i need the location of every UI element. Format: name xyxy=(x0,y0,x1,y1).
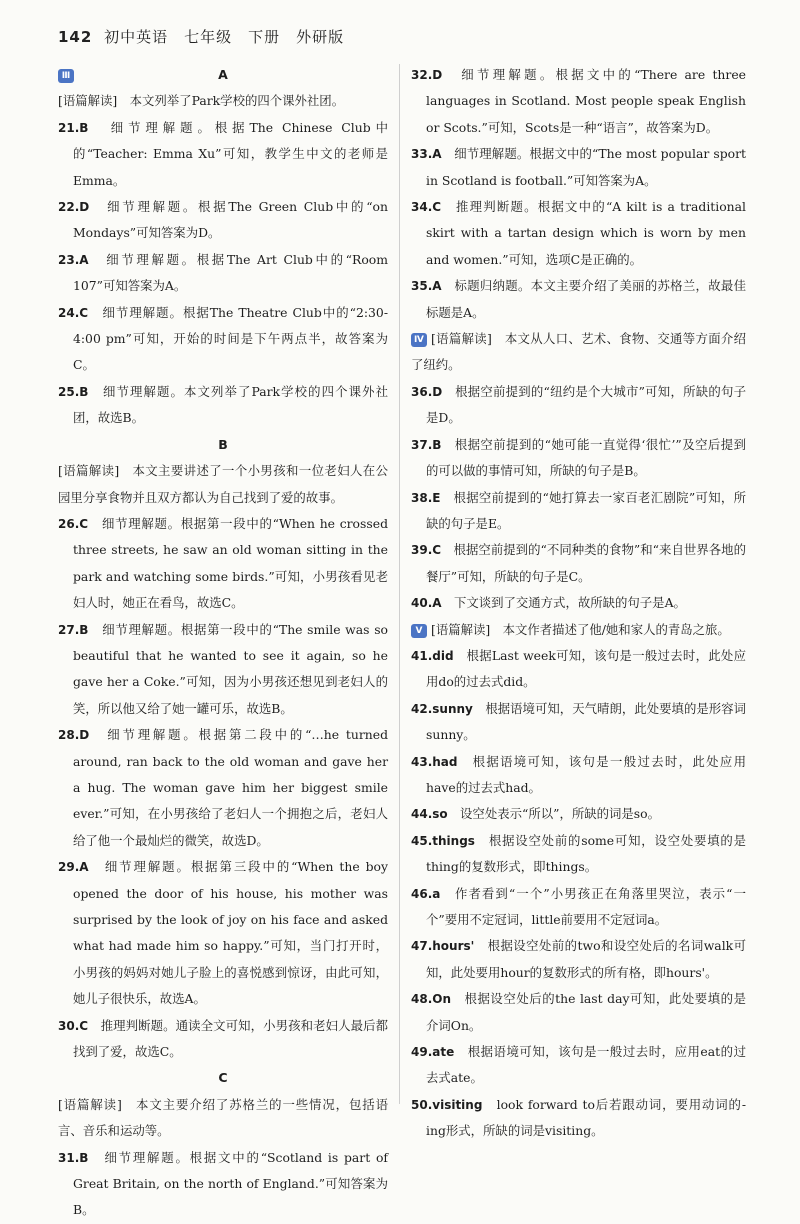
roman-badge-3: Ⅲ xyxy=(58,69,74,83)
answer-item xyxy=(58,722,388,854)
answer-item xyxy=(411,933,746,986)
book-title: 初中英语 七年级 下册 外研版 xyxy=(104,28,345,46)
answer-explanation: 细节理解题。本文列举了Park学校的四个课外社团，故选B。 xyxy=(73,383,389,426)
answer-number: 25.B xyxy=(58,384,89,399)
answer-item xyxy=(58,247,388,300)
passage-intro-4-text: [语篇解读] 本文从人口、艺术、食物、交通等方面介绍了纽约。 xyxy=(411,331,746,373)
answer-number: 44.so xyxy=(411,807,448,822)
answer-item xyxy=(411,273,746,326)
answer-item xyxy=(411,485,746,538)
answer-number: 45.things xyxy=(411,833,475,848)
passage-intro-c: [语篇解读] 本文主要介绍了苏格兰的一些情况，包括语言、音乐和运动等。 xyxy=(58,1096,388,1139)
answer-number: 22.D xyxy=(58,200,90,215)
answer-item xyxy=(411,643,746,696)
answer-explanation: 根据空前提到的“纽约是个大城市”可知，所缺的句子是D。 xyxy=(426,383,747,426)
answer-explanation: 根据设空处后的the last day可知，此处要填的是介词On。 xyxy=(426,991,746,1033)
answer-item xyxy=(58,115,388,194)
roman-badge-5: Ⅴ xyxy=(411,624,427,638)
answer-explanation: 根据Last week可知，该句是一般过去时，此处应用do的过去式did。 xyxy=(426,647,747,690)
answer-explanation: 推理判断题。通读全文可知，小男孩和老妇人最后都找到了爱，故选C。 xyxy=(73,1017,389,1060)
answer-list-31 xyxy=(58,1145,388,1224)
answer-explanation: 细节理解题。根据第一段中的“When he crossed three streets, he saw an old woman sitting in the park and watching some birds.”可知，小男孩看见老妇人时，她正在看鸟，故选C。 xyxy=(73,515,389,611)
answer-explanation: 标题归纳题。本文主要介绍了美丽的苏格兰，故最佳标题是A。 xyxy=(426,278,747,320)
answer-list-36-40 xyxy=(411,379,746,617)
answer-list-41-50 xyxy=(411,643,746,1145)
left-column xyxy=(58,62,388,1224)
answer-item xyxy=(411,1039,746,1092)
answer-item xyxy=(411,881,746,934)
answer-explanation: 细节理解题。根据第三段中的“When the boy opened the door of his house, his mother was surprised by the look of joy on his face and asked what had made him so happy.”可知，当门打开时，小男孩的妈妈对她儿子脸上的喜悦感到惊讶，由此可知，她儿子很快乐，故选A。 xyxy=(73,859,388,1007)
answer-number: 26.C xyxy=(58,516,89,531)
answer-item xyxy=(411,749,746,802)
answer-number: 35.A xyxy=(411,279,442,294)
answer-number: 31.B xyxy=(58,1150,89,1165)
section-c-label: C xyxy=(218,1070,228,1086)
answer-explanation: 细节理解题。根据The Art Club中的“Room 107”可知答案为A。 xyxy=(73,251,388,294)
answer-item xyxy=(58,854,388,1012)
answer-number: 43.had xyxy=(411,754,458,769)
answer-explanation: 细节理解题。根据The Theatre Club中的“2:30-4:00 pm”可知，开始的时间是下午两点半，故答案为C。 xyxy=(73,304,389,373)
answer-explanation: 根据语境可知，该句是一般过去时，此处应用have的过去式had。 xyxy=(426,753,747,795)
answer-number: 50.visiting xyxy=(411,1097,483,1112)
passage-intro-b: [语篇解读] 本文主要讲述了一个小男孩和一位老妇人在公园里分享食物并且双方都认为自己找到了爱的故事。 xyxy=(58,463,388,505)
answer-item xyxy=(58,617,388,723)
answer-item xyxy=(411,62,746,141)
answer-number: 28.D xyxy=(58,728,90,743)
answer-number: 27.B xyxy=(58,622,89,637)
section-b-label: B xyxy=(218,436,228,452)
answer-explanation: 细节理解题。根据The Chinese Club中的“Teacher: Emma Xu”可知，教学生中文的老师是Emma。 xyxy=(73,119,388,188)
answer-number: 46.a xyxy=(411,886,441,901)
page-header xyxy=(58,26,344,47)
answer-item xyxy=(58,194,388,247)
answer-explanation: 下文谈到了交通方式，故所缺的句子是A。 xyxy=(453,595,686,611)
answer-number: 49.ate xyxy=(411,1045,455,1060)
answer-explanation: 细节理解题。根据文中的“There are three languages in Scotland. Most people speak English or Scots.”可知，Scots是一种“语言”，故答案为D。 xyxy=(426,67,746,135)
answer-item xyxy=(411,379,746,432)
answer-number: 37.B xyxy=(411,437,442,452)
passage-intro-5-text: [语篇解读] 本文作者描述了他/她和家人的青岛之旅。 xyxy=(431,621,730,637)
section-a-heading-row xyxy=(58,62,388,88)
answer-item xyxy=(411,828,746,881)
answer-explanation: 根据空前提到的“她打算去一家百老汇剧院”可知，所缺的句子是E。 xyxy=(426,489,747,531)
right-column xyxy=(411,62,746,1145)
answer-number: 24.C xyxy=(58,305,89,320)
answer-number: 34.C xyxy=(411,200,442,215)
answer-number: 39.C xyxy=(411,543,442,558)
answer-explanation: 根据语境可知，天气晴朗，此处要填的是形容词sunny。 xyxy=(426,700,747,743)
answer-explanation: 细节理解题。根据第一段中的“The smile was so beautiful that he wanted to see it again, so he gave her a Coke.”可知，因为小男孩还想见到老妇人的笑，所以他又给了她一罐可乐，故选B。 xyxy=(73,621,389,716)
answer-item xyxy=(411,590,746,616)
answer-explanation: 细节理解题。根据The Green Club中的“on Mondays”可知答案为D。 xyxy=(73,199,388,241)
answer-number: 32.D xyxy=(411,68,443,82)
answer-item xyxy=(58,300,388,379)
answer-item xyxy=(58,1145,388,1224)
answer-item xyxy=(411,696,746,749)
answer-item xyxy=(411,801,746,827)
answer-number: 42.sunny xyxy=(411,701,473,716)
answer-list-32-35 xyxy=(411,62,746,326)
answer-item xyxy=(411,537,746,590)
answer-item xyxy=(411,986,746,1039)
answer-number: 23.A xyxy=(58,252,89,267)
answer-explanation: 设空处表示“所以”，所缺的词是so。 xyxy=(460,806,661,822)
answer-explanation: 根据空前提到的“不同种类的食物”和“来自世界各地的餐厅”可知，所缺的句子是C。 xyxy=(426,542,746,584)
roman-badge-4: Ⅳ xyxy=(411,333,427,347)
answer-item xyxy=(411,194,746,273)
answer-number: 41.did xyxy=(411,648,454,663)
passage-intro-4 xyxy=(411,326,746,379)
answer-item xyxy=(411,432,746,485)
answer-item xyxy=(58,379,388,432)
answer-number: 33.A xyxy=(411,147,442,162)
answer-item xyxy=(411,1092,746,1145)
column-divider xyxy=(399,64,400,1104)
answer-number: 40.A xyxy=(411,596,442,611)
answer-explanation: 根据设空处前的two和设空处后的名词walk可知，此处要用hour的复数形式的所有格，即hours'。 xyxy=(426,938,747,980)
passage-intro-5 xyxy=(411,617,746,643)
answer-number: 29.A xyxy=(58,860,89,875)
answer-item xyxy=(58,1013,388,1066)
page-number: 142 xyxy=(58,28,93,46)
answer-explanation: 根据空前提到的“她可能一直觉得‘很忙’”及空后提到的可以做的事情可知，所缺的句子是B。 xyxy=(426,436,747,479)
answer-explanation: 根据设空处前的some可知，设空处要填的是thing的复数形式，即things。 xyxy=(426,832,746,875)
answer-item xyxy=(58,511,388,617)
answer-explanation: 推理判断题。根据文中的“A kilt is a traditional skirt with a tartan design which is worn by men and women.”可知，选项C是正确的。 xyxy=(426,199,747,267)
answer-number: 47.hours' xyxy=(411,939,475,954)
answer-explanation: 细节理解题。根据文中的“Scotland is part of Great Britain, on the north of England.”可知答案为B。 xyxy=(73,1149,389,1218)
answer-explanation: 作者看到“一个”小男孩正在角落里哭泣，表示“一个”要用不定冠词，little前要用不定冠词a。 xyxy=(426,885,746,927)
passage-intro-a: [语篇解读] 本文列举了Park学校的四个课外社团。 xyxy=(58,93,345,109)
answer-number: 36.D xyxy=(411,384,443,399)
answer-number: 30.C xyxy=(58,1018,89,1033)
answer-list-21-25 xyxy=(58,115,388,432)
answer-number: 21.B xyxy=(58,120,89,135)
answer-explanation: 细节理解题。根据文中的“The most popular sport in Scotland is football.”可知答案为A。 xyxy=(426,146,746,188)
answer-explanation: 细节理解题。根据第二段中的“…he turned around, ran back to the old woman and gave her a hug. The woman gave him her biggest smile ever.”可知，在小男孩给了老妇人一个拥抱之后，老妇人给了他一个最灿烂的微笑，故选D。 xyxy=(73,727,388,848)
answer-explanation: look forward to后若跟动词，要用动词的-ing形式，所缺的词是visiting。 xyxy=(426,1096,747,1139)
answer-number: 38.E xyxy=(411,490,441,505)
answer-number: 48.On xyxy=(411,992,452,1007)
answer-explanation: 根据语境可知，该句是一般过去时，应用eat的过去式ate。 xyxy=(426,1044,746,1086)
section-a-label: A xyxy=(218,67,228,82)
answer-item xyxy=(411,141,746,194)
answer-list-26-30 xyxy=(58,511,388,1066)
